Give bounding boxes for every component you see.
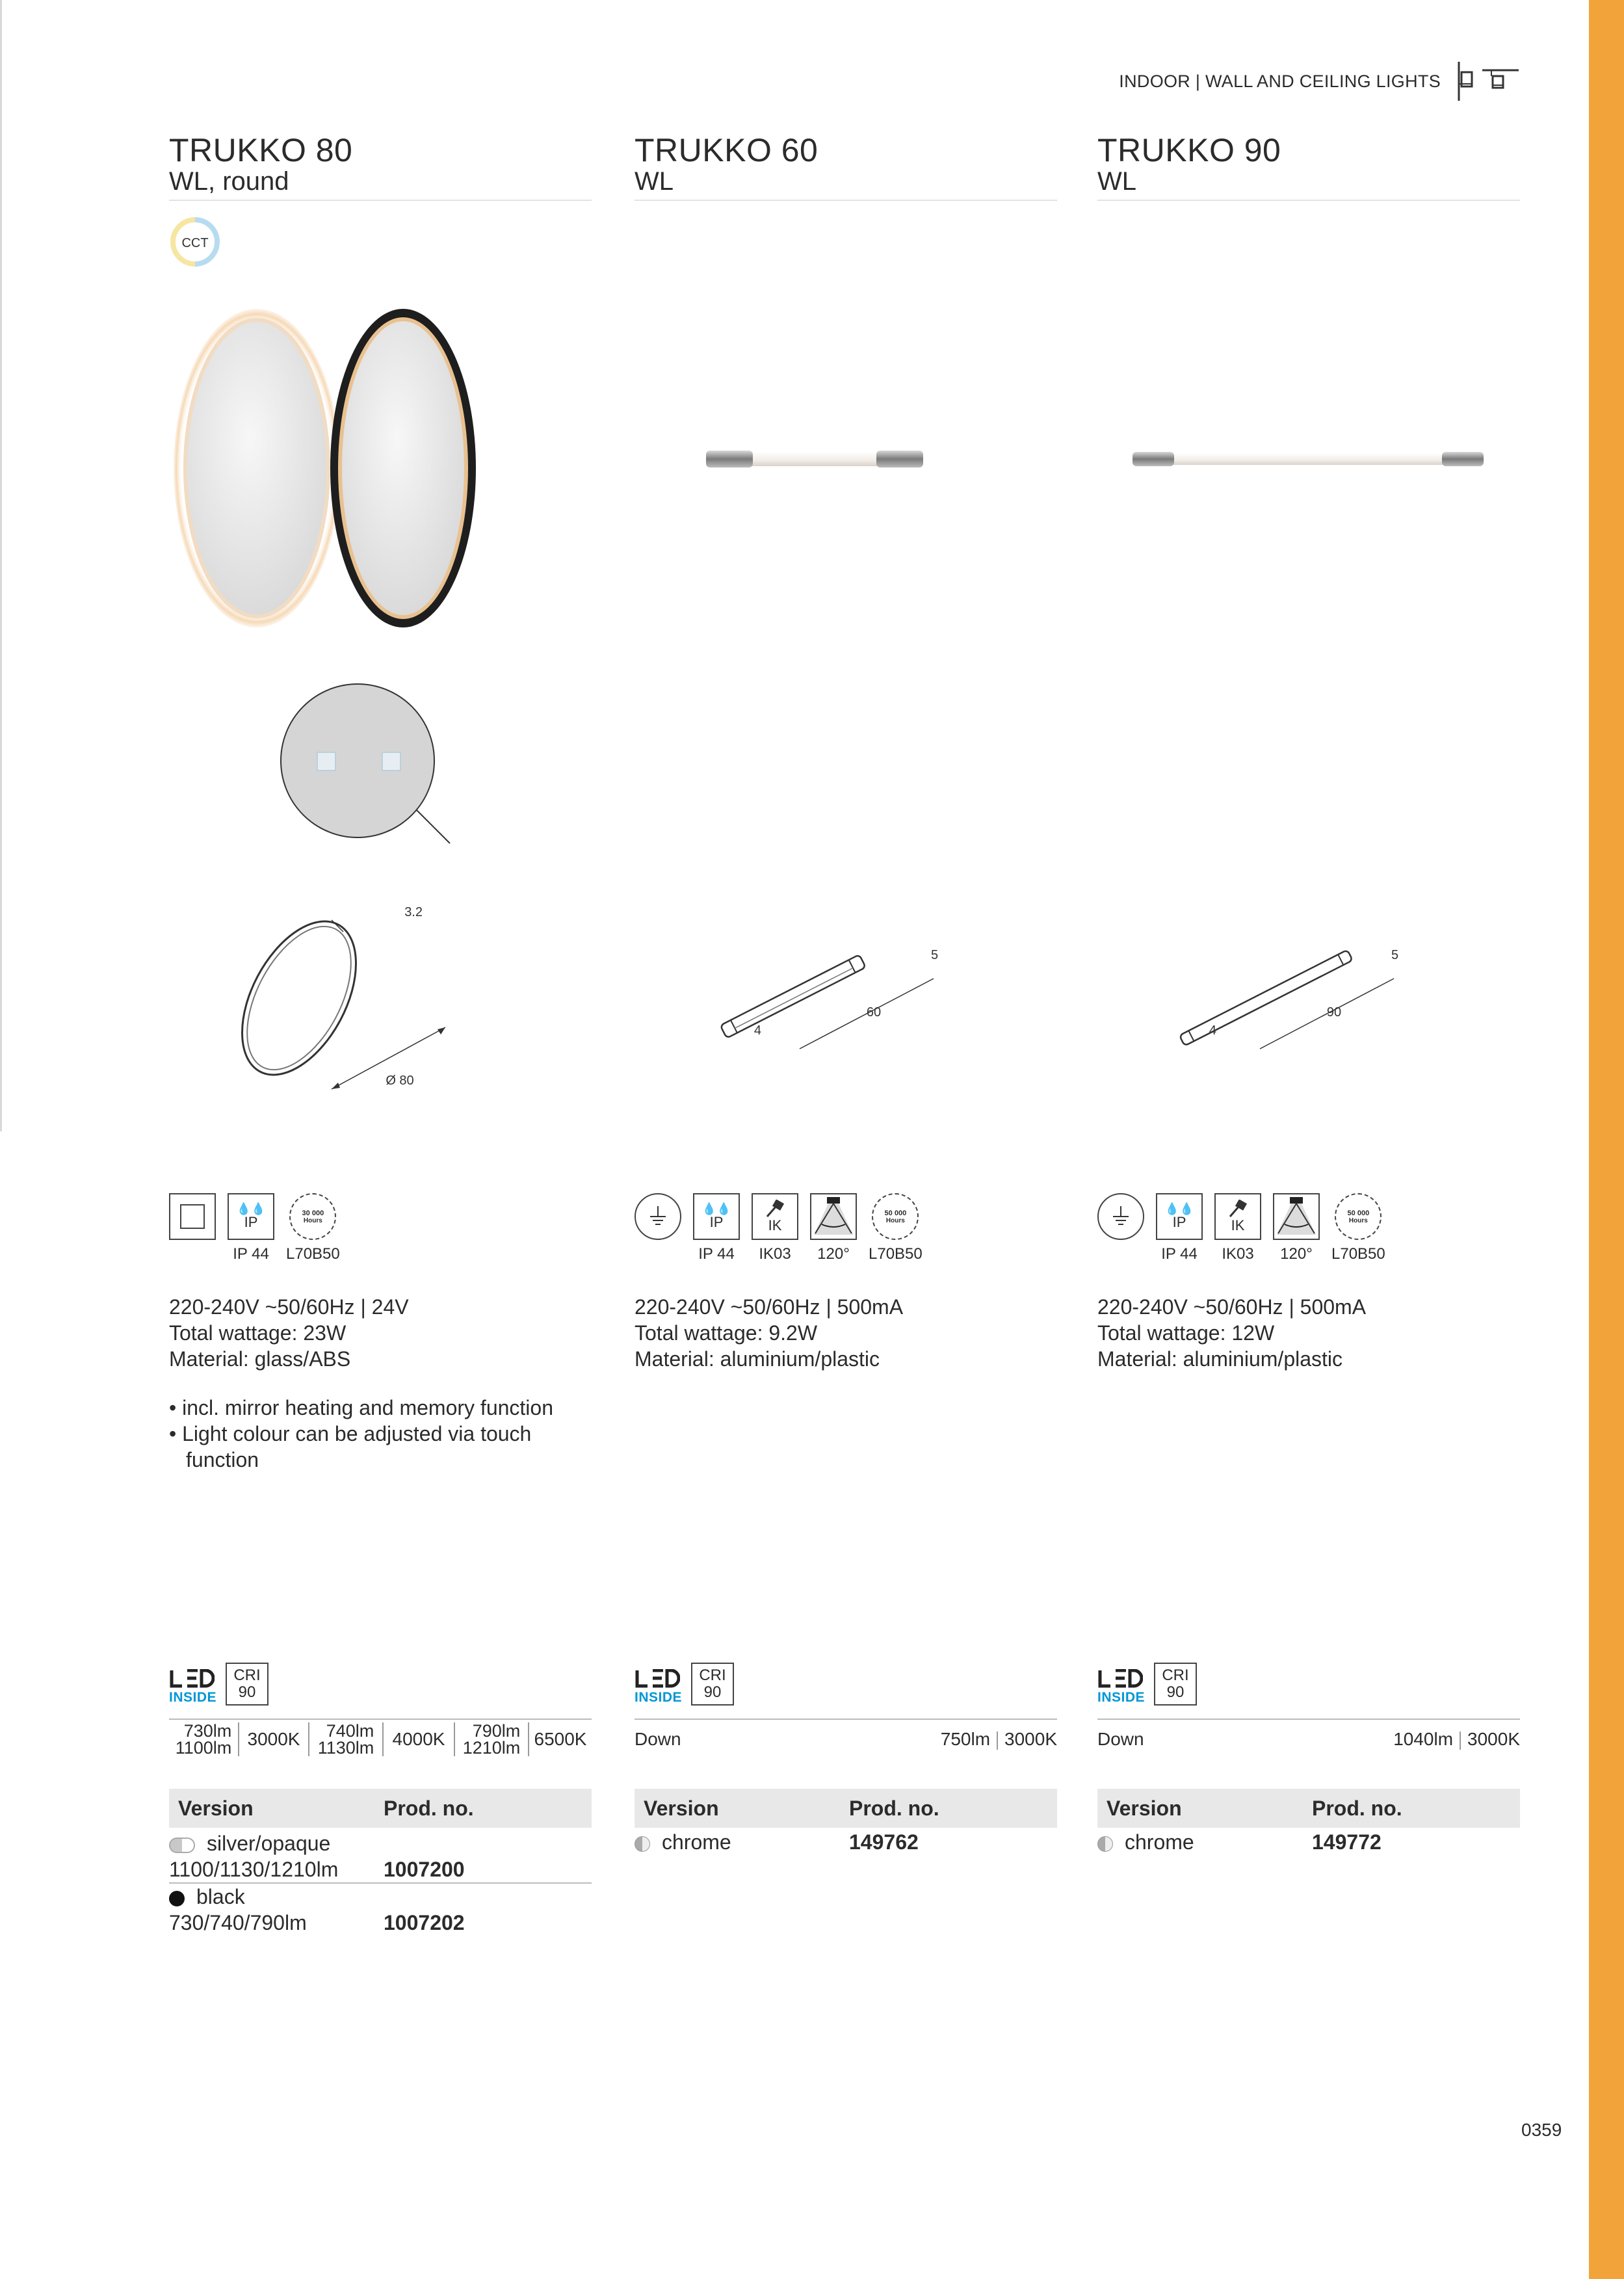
feature-icons [169, 1193, 340, 1263]
thickness-label: 3.2 [404, 905, 423, 919]
light-bar-image [635, 439, 1057, 478]
height-label: 4 [1209, 1023, 1216, 1038]
feature-bullets [169, 1395, 585, 1473]
product-number: 149772 [1312, 1830, 1382, 1854]
lumen-cct: 4000K [384, 1722, 455, 1756]
product-title: TRUKKO 80 [169, 132, 353, 168]
protection-class-2-icon [169, 1193, 216, 1263]
version-table [169, 1789, 592, 1936]
led-icon [169, 1669, 215, 1689]
dimension-drawing [169, 901, 592, 1122]
lumen-values: 730lm 1100lm [169, 1722, 239, 1756]
page-header [1119, 62, 1519, 101]
orange-side-bar [1589, 0, 1624, 2279]
silver-opaque-swatch [169, 1838, 195, 1853]
cri-badge: CRI 90 [226, 1663, 268, 1706]
led-inside-logo: INSIDE [169, 1669, 216, 1706]
version-row: chrome 149772 [1097, 1828, 1520, 1856]
ceiling-light-icon [1482, 68, 1519, 94]
led-inside-logo: INSIDE [635, 1669, 682, 1706]
version-table [635, 1789, 1057, 1856]
lumen-values: 790lm 1210lm [455, 1722, 529, 1756]
version-table-header: Version Prod. no. [169, 1789, 592, 1828]
spec-wattage: Total wattage: 12W [1097, 1321, 1275, 1345]
black-swatch [169, 1891, 185, 1906]
led-info [1097, 1663, 1197, 1706]
spec-list [1097, 1294, 1366, 1372]
ik-rating-icon: IK IK03 [1214, 1193, 1261, 1263]
product-title: TRUKKO 60 [635, 132, 819, 168]
cct-label: CCT [181, 236, 209, 250]
product-trukko-80 [169, 132, 592, 1934]
bullet-item: • incl. mirror heating and memory function [169, 1396, 553, 1419]
depth-label: 5 [1391, 948, 1399, 962]
feature-icons [635, 1193, 923, 1263]
page-number: 0359 [1521, 2120, 1562, 2140]
wall-ceiling-icons [1456, 62, 1519, 101]
lumen-output: 1040lm 3000K [1393, 1729, 1520, 1749]
lumen-table [1097, 1719, 1520, 1759]
touch-button-icon [382, 752, 400, 771]
spec-material: Material: glass/ABS [169, 1347, 351, 1371]
spec-wattage: Total wattage: 9.2W [635, 1321, 818, 1345]
spec-wattage: Total wattage: 23W [169, 1321, 347, 1345]
product-number: 149762 [849, 1830, 919, 1854]
beam-angle-icon: 120° [1273, 1193, 1320, 1263]
product-image [635, 439, 1057, 478]
lifetime-hours-icon: 50 000 Hours L70B50 [1331, 1193, 1385, 1263]
cri-badge: CRI 90 [1154, 1663, 1197, 1706]
version-table-header: Version Prod. no. [635, 1789, 1057, 1828]
lumen-cct: 3000K [239, 1722, 309, 1756]
spec-voltage: 220-240V ~50/60Hz | 500mA [1097, 1295, 1367, 1319]
lumen-cct: 6500K [534, 1729, 587, 1749]
led-inside-logo: INSIDE [1097, 1669, 1145, 1706]
page-edge-rule [0, 0, 2, 1131]
led-info [169, 1663, 268, 1706]
length-label: 90 [1326, 1005, 1342, 1020]
spec-list [169, 1294, 409, 1372]
spec-voltage: 220-240V ~50/60Hz | 500mA [635, 1295, 904, 1319]
version-table [1097, 1789, 1520, 1856]
protection-class-1-icon [1097, 1193, 1144, 1263]
version-row: chrome 149762 [635, 1828, 1057, 1856]
lumen-table [635, 1719, 1057, 1759]
spec-material: Material: aluminium/plastic [635, 1347, 880, 1371]
product-subtitle: WL, round [169, 167, 592, 201]
product-number: 1007200 [384, 1858, 465, 1881]
light-direction: Down [635, 1729, 681, 1749]
ik-rating-icon: IK IK03 [752, 1193, 798, 1263]
light-bar-image [1097, 439, 1520, 478]
length-label: 60 [866, 1005, 882, 1020]
round-mirror-image [169, 302, 592, 640]
category-label: INDOOR | WALL AND CEILING LIGHTS [1119, 71, 1441, 91]
spec-material: Material: aluminium/plastic [1097, 1347, 1343, 1371]
light-direction: Down [1097, 1729, 1144, 1749]
chrome-swatch [635, 1836, 650, 1852]
lifetime-hours-icon: 30 000 Hours L70B50 [286, 1193, 340, 1263]
product-subtitle: WL [635, 167, 1057, 201]
lumen-output: 750lm 3000K [940, 1729, 1057, 1749]
led-icon [635, 1669, 680, 1689]
product-title: TRUKKO 90 [1097, 132, 1281, 168]
product-image [169, 302, 592, 640]
diameter-label: Ø 80 [386, 1074, 414, 1088]
product-number: 1007202 [384, 1911, 465, 1934]
product-subtitle: WL [1097, 167, 1520, 201]
lumen-table [169, 1719, 592, 1759]
led-info [635, 1663, 734, 1706]
ip-rating-icon: 💧💧 IP IP 44 [1156, 1193, 1203, 1263]
lumen-values: 740lm 1130lm [309, 1722, 384, 1756]
touch-button-icon [317, 752, 335, 771]
ip-rating-icon: 💧💧 IP IP 44 [693, 1193, 740, 1263]
dimension-drawing [635, 933, 1057, 1063]
chrome-swatch [1097, 1836, 1113, 1852]
product-trukko-90 [1097, 132, 1520, 1854]
cct-badge [169, 216, 221, 268]
version-row: silver/opaque 1100/1130/1210lm 1007200 [169, 1828, 592, 1884]
depth-label: 5 [931, 948, 939, 962]
bullet-item: • Light colour can be adjusted via touch function [169, 1422, 532, 1471]
protection-class-1-icon [635, 1193, 681, 1263]
product-trukko-60 [635, 132, 1057, 1854]
feature-icons [1097, 1193, 1385, 1263]
dimension-drawing [1097, 933, 1520, 1063]
spec-voltage: 220-240V ~50/60Hz | 24V [169, 1295, 409, 1319]
lifetime-hours-icon: 50 000 Hours L70B50 [869, 1193, 923, 1263]
spec-list [635, 1294, 903, 1372]
version-row: black 730/740/790lm 1007202 [169, 1885, 465, 1934]
touch-detail-image [169, 679, 592, 849]
led-icon [1097, 1669, 1143, 1689]
beam-angle-icon: 120° [810, 1193, 857, 1263]
ip-rating-icon: 💧💧 IP IP 44 [228, 1193, 274, 1263]
version-table-header: Version Prod. no. [1097, 1789, 1520, 1828]
height-label: 4 [753, 1023, 761, 1038]
product-image [1097, 439, 1520, 478]
wall-light-icon [1456, 62, 1478, 101]
cri-badge: CRI 90 [691, 1663, 734, 1706]
